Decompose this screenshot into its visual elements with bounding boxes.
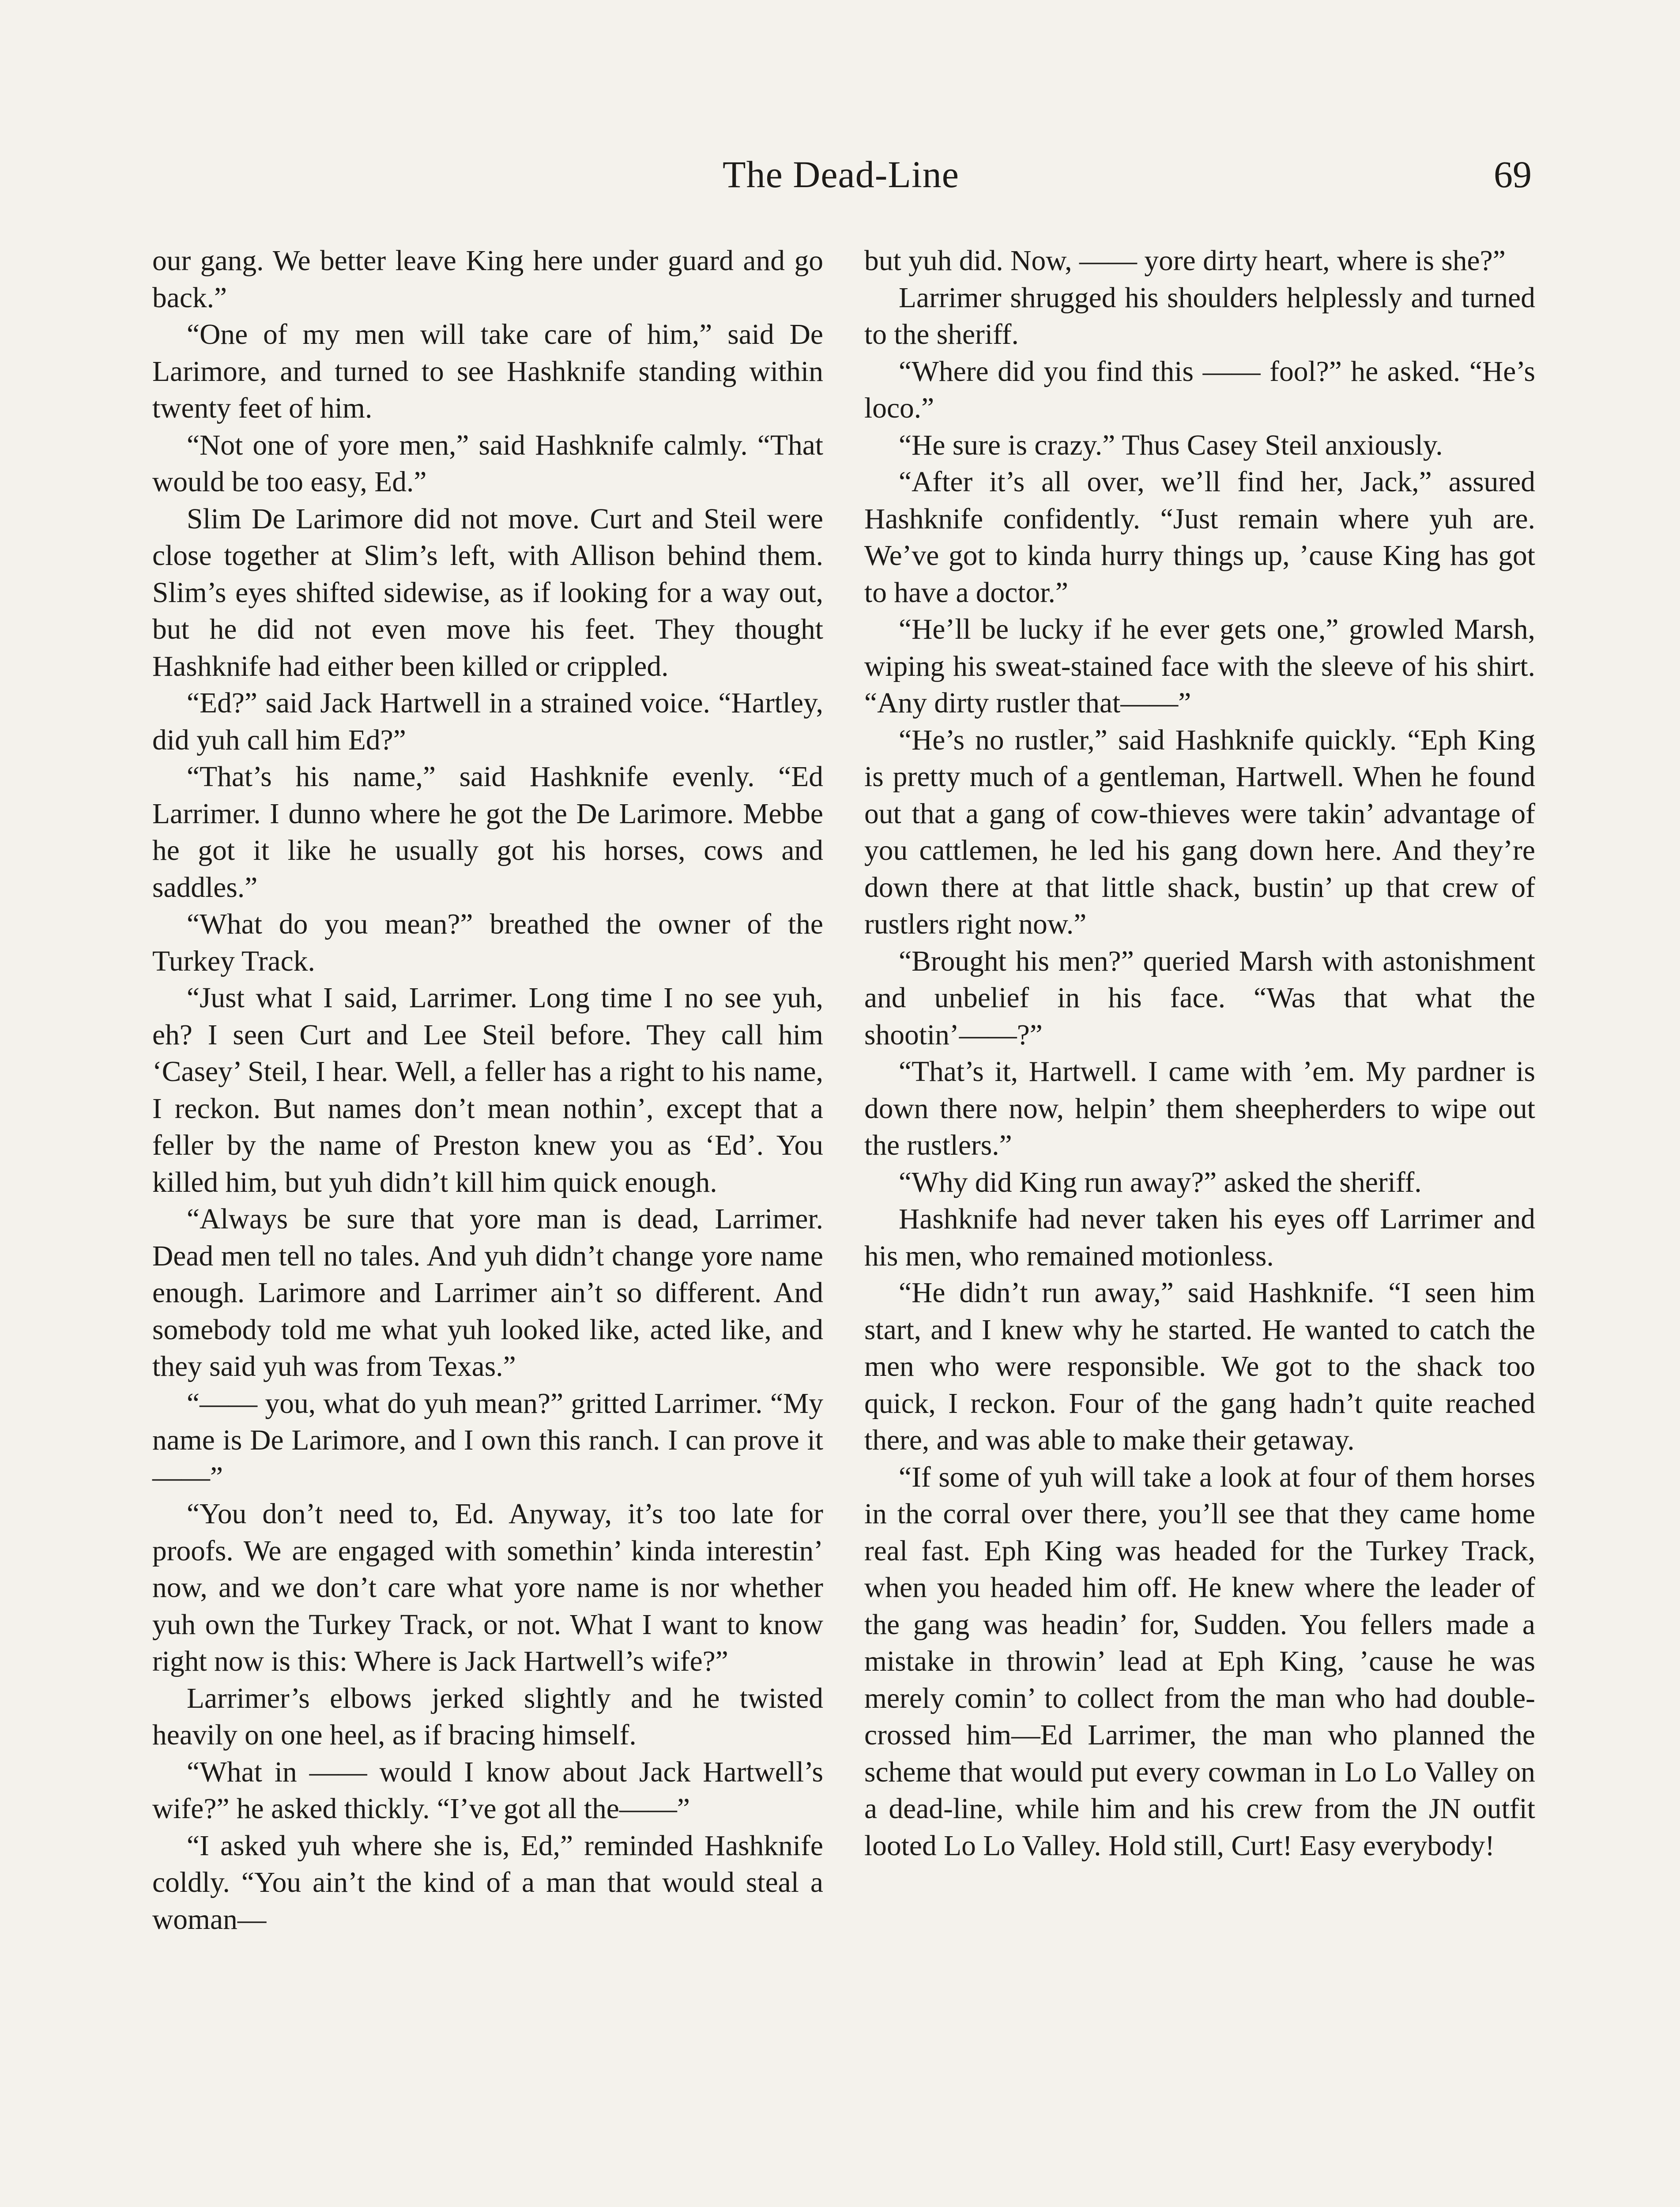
paragraph: Larrimer’s elbows jerked slightly and he twisted heavily on one heel, as if bracing himself. xyxy=(152,1682,823,1751)
paragraph: “What do you mean?” breathed the owner of the Turkey Track. xyxy=(152,908,823,977)
left-column xyxy=(152,243,823,1938)
paragraph: “Brought his men?” queried Marsh with astonishment and unbelief in his face. “Was that what the shootin’——?” xyxy=(864,945,1535,1051)
paragraph: Hashknife had never taken his eyes off Larrimer and his men, who remained motionless. xyxy=(864,1203,1535,1272)
paragraph: “He sure is crazy.” Thus Casey Steil anxiously. xyxy=(899,429,1443,461)
paragraph: “After it’s all over, we’ll find her, Jack,” assured Hashknife confidently. “Just remain where yuh are. We’ve got to kinda hurry things up, ’cause King has got to have a doctor.” xyxy=(864,466,1535,609)
paragraph: but yuh did. Now, —— yore dirty heart, where is she?” xyxy=(864,245,1506,277)
paragraph: “He’ll be lucky if he ever gets one,” growled Marsh, wiping his sweat-stained face with the sleeve of his shirt. “Any dirty rustler that——” xyxy=(864,614,1535,719)
right-column xyxy=(864,243,1535,1864)
paragraph: “—— you, what do yuh mean?” gritted Larrimer. “My name is De Larimore, and I own this ranch. I can prove it——” xyxy=(152,1387,823,1493)
paragraph: Slim De Larimore did not move. Curt and Steil were close together at Slim’s left, with Allison behind them. Slim’s eyes shifted sidewise, as if looking for a way out, but he did not even move his feet. They thought Hashknife had either been killed or crippled. xyxy=(152,503,823,682)
paragraph: “What in —— would I know about Jack Hartwell’s wife?” he asked thickly. “I’ve got all the——” xyxy=(152,1756,823,1825)
paragraph: “Just what I said, Larrimer. Long time I no see yuh, eh? I seen Curt and Lee Steil before. They call him ‘Casey’ Steil, I hear. Well, a feller has a right to his name, I reckon. But names don’t mean nothin’, except that a feller by the name of Preston knew you as ‘Ed’. You killed him, but yuh didn’t kill him quick enough. xyxy=(152,982,823,1198)
paragraph: “He’s no rustler,” said Hashknife quickly. “Eph King is pretty much of a gentleman, Hartwell. When he found out that a gang of cow-thieves were takin’ advantage of you cattlemen, he led his gang down here. And they’re down there at that little shack, bustin’ up that crew of rustlers right now.” xyxy=(864,724,1535,940)
paragraph: our gang. We better leave King here under guard and go back.” xyxy=(152,245,823,314)
paragraph: “Where did you find this —— fool?” he asked. “He’s loco.” xyxy=(864,355,1535,424)
paragraph: “He didn’t run away,” said Hashknife. “I seen him start, and I knew why he started. He wanted to catch the men who were responsible. We got to the shack too quick, I reckon. Four of the gang hadn’t quite reached there, and was able to make their getaway. xyxy=(864,1277,1535,1456)
paragraph: “You don’t need to, Ed. Anyway, it’s too late for proofs. We are engaged with somethin’ kinda interestin’ now, and we don’t care what yore name is nor whether yuh own the Turkey Track, or not. What I want to know right now is this: Where is Jack Hartwell’s wife?” xyxy=(152,1498,823,1677)
running-title: The Dead-Line xyxy=(723,153,959,196)
paragraph: “That’s it, Hartwell. I came with ’em. My pardner is down there now, helpin’ them sheepherders to wipe out the rustlers.” xyxy=(864,1056,1535,1161)
paragraph: “Not one of yore men,” said Hashknife calmly. “That would be too easy, Ed.” xyxy=(152,429,823,498)
paragraph: “I asked yuh where she is, Ed,” reminded Hashknife coldly. “You ain’t the kind of a man that would steal a woman— xyxy=(152,1830,823,1936)
page-header xyxy=(150,146,1532,203)
paragraph: Larrimer shrugged his shoulders helplessly and turned to the sheriff. xyxy=(864,282,1535,350)
page-number: 69 xyxy=(1494,153,1532,196)
paragraph: “That’s his name,” said Hashknife evenly. “Ed Larrimer. I dunno where he got the De Larimore. Mebbe he got it like he usually got his horses, cows and saddles.” xyxy=(152,761,823,904)
paragraph: “Why did King run away?” asked the sheriff. xyxy=(899,1166,1422,1198)
paragraph: “Ed?” said Jack Hartwell in a strained voice. “Hartley, did yuh call him Ed?” xyxy=(152,687,823,756)
paragraph: “Always be sure that yore man is dead, Larrimer. Dead men tell no tales. And yuh didn’t change yore name enough. Larimore and Larrimer ain’t so different. And somebody told me what yuh looked like, acted like, and they said yuh was from Texas.” xyxy=(152,1203,823,1382)
paragraph: “One of my men will take care of him,” said De Larimore, and turned to see Hashknife standing within twenty feet of him. xyxy=(152,319,823,424)
paragraph: “If some of yuh will take a look at four of them horses in the corral over there, you’ll see that they came home real fast. Eph King was headed for the Turkey Track, when you headed him off. He knew where the leader of the gang was headin’ for, Sudden. You fellers made a mistake in throwin’ lead at Eph King, ’cause he was merely comin’ to collect from the man who had double-crossed him—Ed Larrimer, the man who planned the scheme that would put every cowman in Lo Lo Valley on a dead-line, while him and his crew from the JN outfit looted Lo Lo Valley. Hold still, Curt! Easy everybody! xyxy=(864,1461,1535,1862)
